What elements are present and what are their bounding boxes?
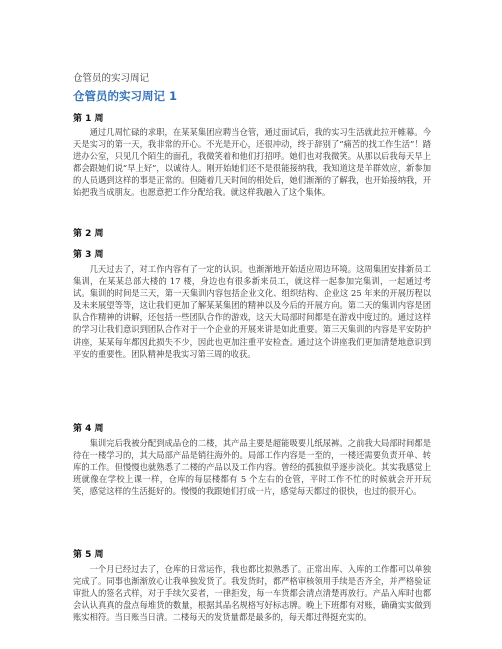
- week-4-heading: 第 4 周: [73, 424, 104, 434]
- week-4-paragraph: 集训完后我被分配到成品仓的二楼，其产品主要是超能吸要儿纸尿裤。之前我大局部时间都是待在一楼学习的，其大局部产品是销往海外的。局部工作内容是一至的，一楼还需要负责开单、转库的工作。但慢慢也就熟悉了二楼的产品以及工作内容。曾经的孤独似乎逐步淡化。其实我感觉上班就像在学校上课一样，仓库的每层楼都有 5 个左右的仓管，平时工作不忙的时候就会开开玩笑，感觉这样的生活挺好的。慢慢的我跟她们打成一片，感觉每天都过的很快，也过的很开心。: [73, 438, 431, 497]
- week-1-heading: 第 1 周: [73, 114, 104, 124]
- journal-heading: 仓管员的实习周记 1: [73, 89, 178, 103]
- document-title: 仓管员的实习周记: [73, 73, 150, 84]
- week-5-paragraph: 一个月已经过去了，仓库的日常运作，我也都比拟熟悉了。正常出库、入库的工作都可以单独完成了。同事也渐渐放心让我单独发货了。我发货时，都严格审核领用手续是否齐全，并严格验证审批人的签名式样，对于手续欠妥者，一律拒发，每一车货都会清点清楚再放行。产品入库时也都会认认真真的盘点每堆货的数量，根据其品名规格写好标志牌。晚上下班都有对账，确确实实做到账实相符。当日账当日清。二楼每天的发货量都是最多的，每天都过得挺充实的。: [73, 564, 431, 623]
- week-3-heading: 第 3 周: [73, 250, 104, 260]
- week-2-heading: 第 2 周: [73, 229, 104, 239]
- week-3-paragraph: 几天过去了，对工作内容有了一定的认识。也渐渐地开始适应周边环境。这周集团安排新员工集训，在某某总部大楼的 17 楼，身边也有很多新来员工，就这样一起参加完集训，一起通过考试。集训的时间是三天，第一天集训内容包括企业文化、组织结构、企业这 25 年来的开展历程以及未来展望等等，这让我们更加了解某某集团的精神以及今后的开展方向。第二天的集训内容是团队合作精神的讲解，还包括一些团队合作的游戏，这天大局部时间都是在游戏中度过的。通过这样的学习让我们意识到团队合作对于一个企业的开展来讲是如此重要。第三天集训的内容是平安防护讲座，某某每年都因此损失不少，因此也更加注重平安检查。通过这个讲座我们更加清楚地意识到平安的重要性。团队精神是我实习第三周的收获。: [73, 264, 431, 359]
- week-5-heading: 第 5 周: [73, 550, 104, 560]
- week-1-paragraph: 通过几周忙碌的求职，在某某集团应聘当仓管，通过面试后，我的实习生活就此拉开帷幕。今天是实习的第一天，我非常的开心。不光是开心，还很冲动，终于辞别了“痛苦的找工作生活”！踏进办公室，只见几个陌生的面孔，我微笑着和他们打招呼。她们也对我微笑。从那以后我每天早上都会跟她们说“早上好”，以诚待人。刚开始她们还不是很能接纳我，我知道这是羊群效应，新参加的人员遇到这样的事是正常的。但随着几天时间的相处后，她们渐渐的了解我，也开始接纳我，开始把我当成朋友。也愿意把工作分配给我。就这样我融入了这个集体。: [73, 127, 431, 198]
